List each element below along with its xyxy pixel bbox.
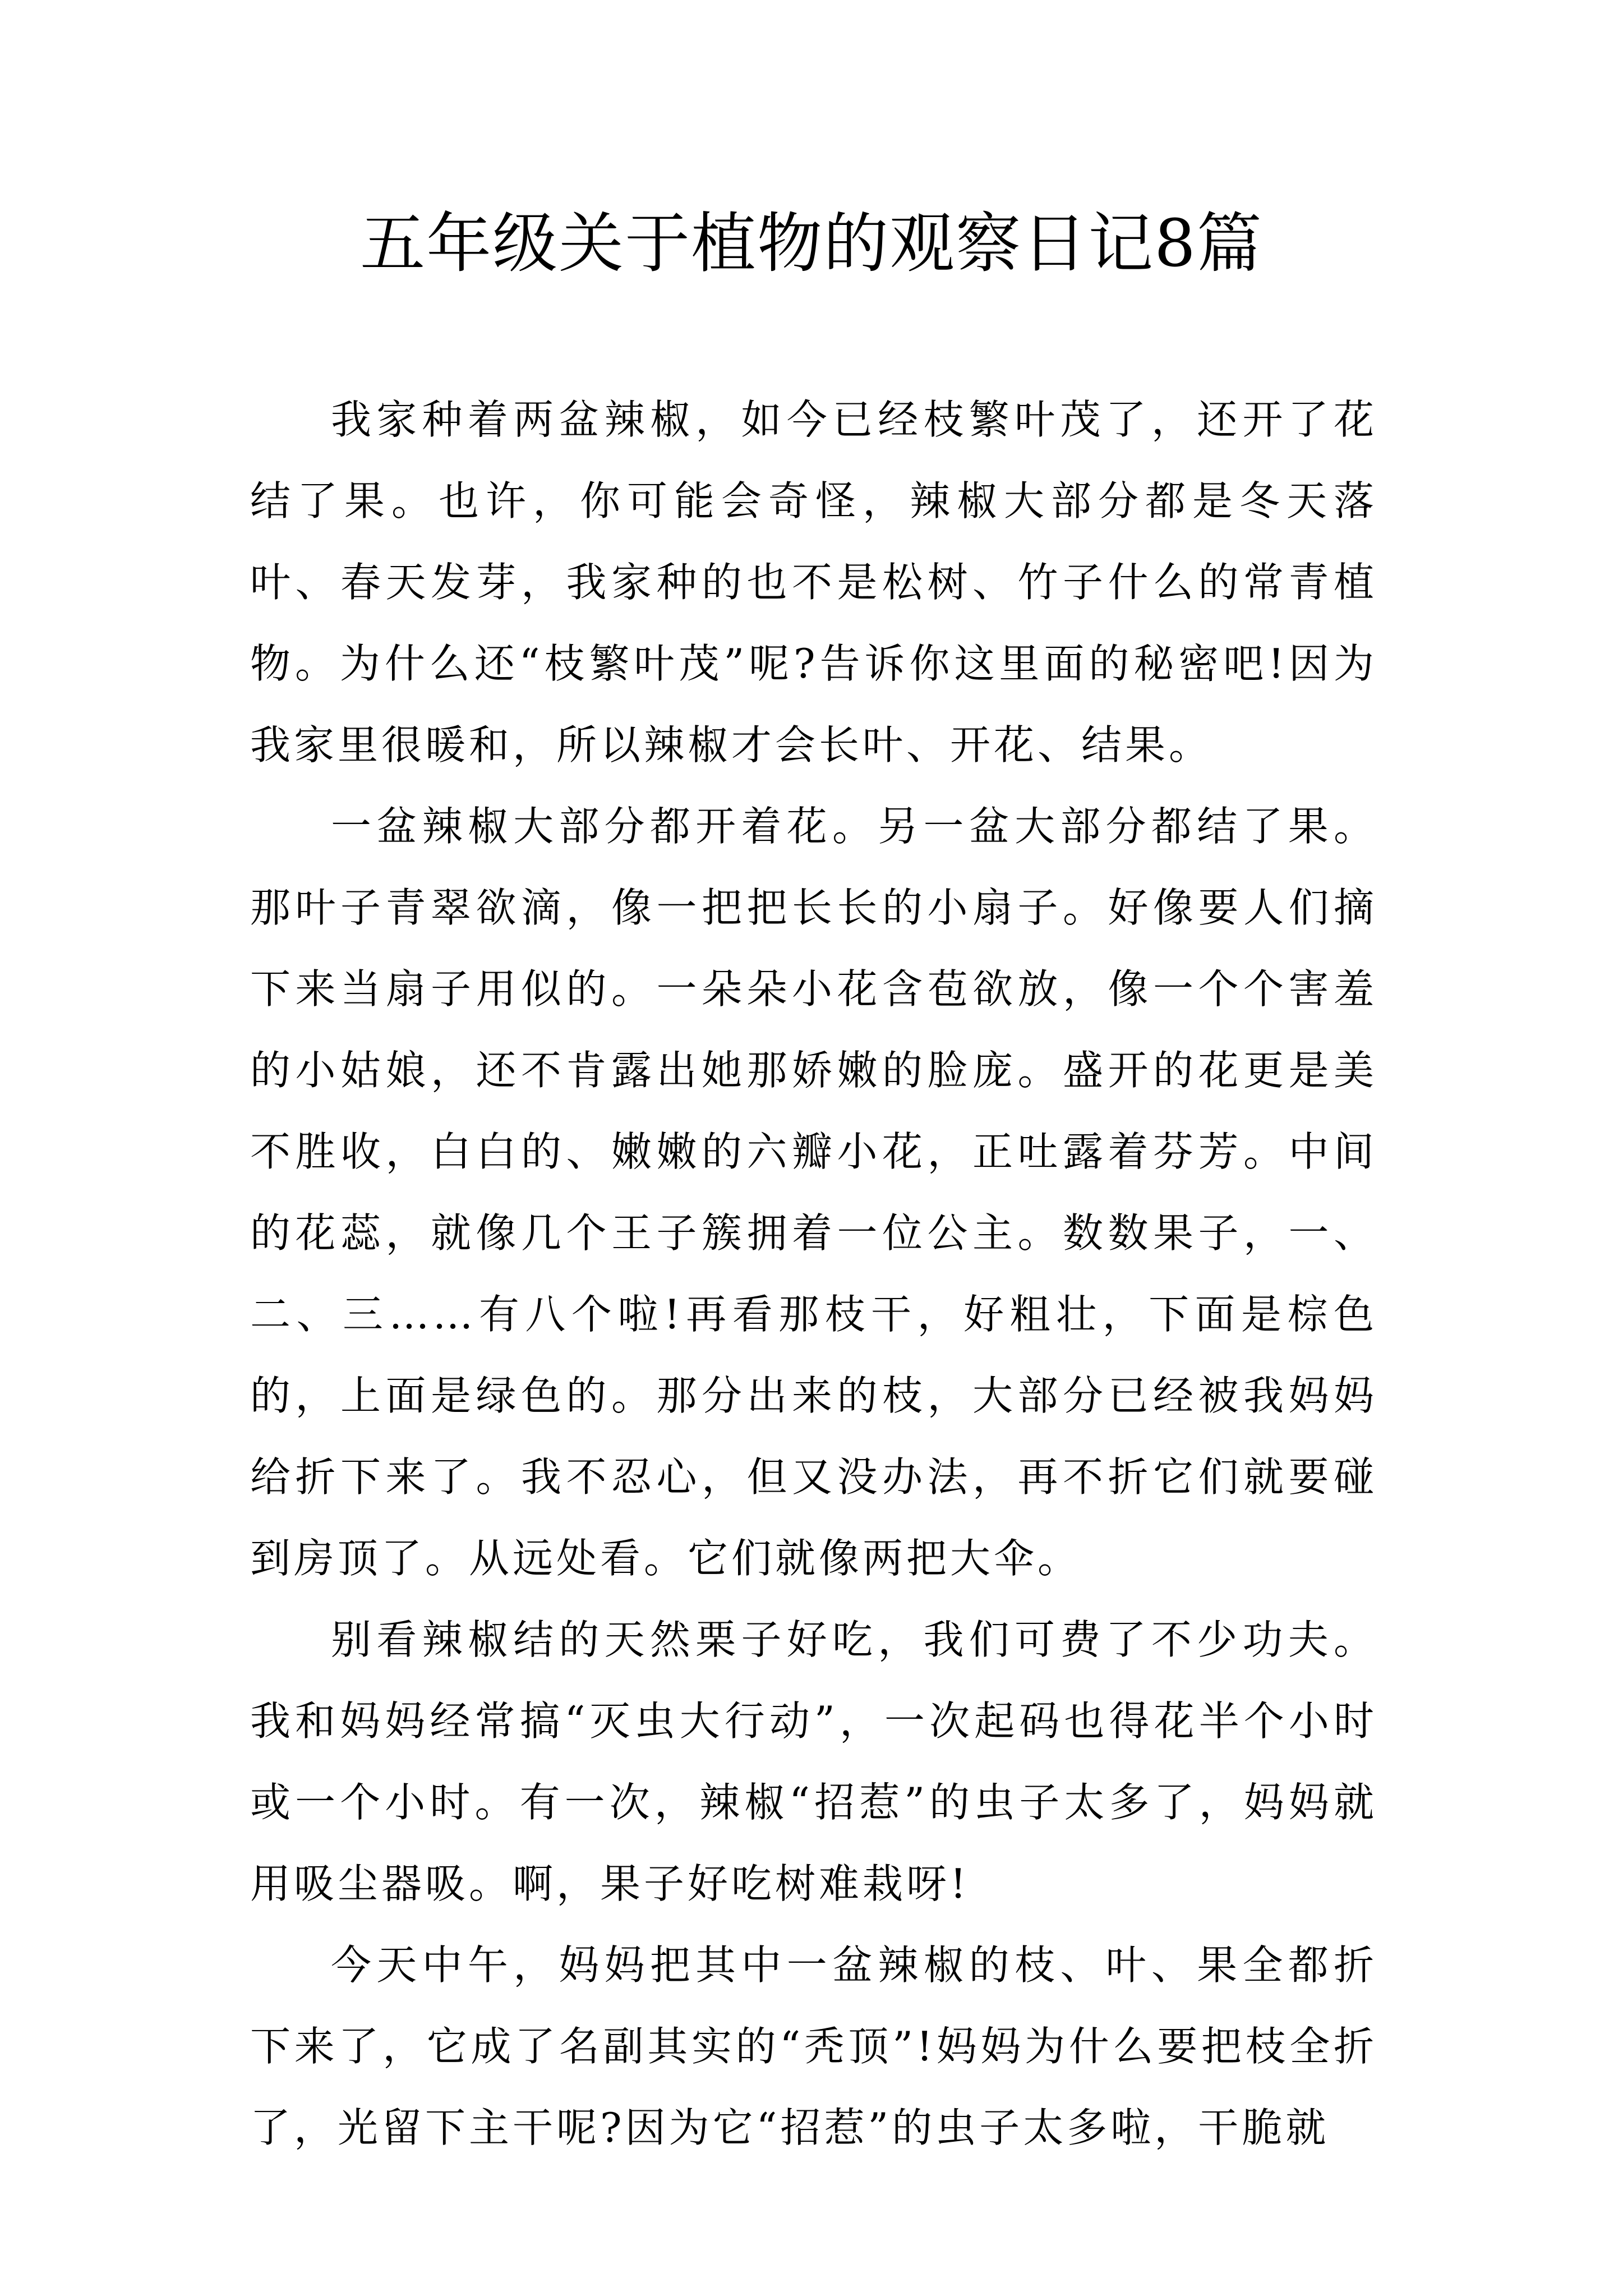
document-body: [250, 379, 1377, 2169]
paragraph-1: 我家种着两盆辣椒，如今已经枝繁叶茂了，还开了花结了果。也许，你可能会奇怪，辣椒大部分都是冬天落叶、春天发芽，我家种的也不是松树、竹子什么的常青植物。为什么还“枝繁叶茂”呢?告诉你这里面的秘密吧!因为我家里很暖和，所以辣椒才会长叶、开花、结果。: [250, 396, 1377, 769]
page-title: 五年级关于植物的观察日记8篇: [360, 206, 1263, 282]
paragraph-3: 别看辣椒结的天然栗子好吃，我们可费了不少功夫。我和妈妈经常搞“灭虫大行动”，一次起码也得花半个小时或一个小时。有一次，辣椒“招惹”的虫子太多了，妈妈就用吸尘器吸。啊，果子好吃树难栽呀!: [250, 1616, 1377, 1907]
paragraph-4: 今天中午，妈妈把其中一盆辣椒的枝、叶、果全都折下来了，它成了名副其实的“秃顶”!妈妈为什么要把枝全折了，光留下主干呢?因为它“招惹”的虫子太多啦，干脆就: [250, 1941, 1377, 2151]
paragraph-2: 一盆辣椒大部分都开着花。另一盆大部分都结了果。那叶子青翠欲滴，像一把把长长的小扇子。好像要人们摘下来当扇子用似的。一朵朵小花含苞欲放，像一个个害羞的小姑娘，还不肯露出她那娇嫩的脸庞。盛开的花更是美不胜收，白白的、嫩嫩的六瓣小花，正吐露着芬芳。中间的花蕊，就像几个王子簇拥着一位公主。数数果子，一、二、三……有八个啦!再看那枝干，好粗壮，下面是棕色的，上面是绿色的。那分出来的枝，大部分已经被我妈妈给折下来了。我不忍心，但又没办法，再不折它们就要碰到房顶了。从远处看。它们就像两把大伞。: [250, 803, 1377, 1582]
